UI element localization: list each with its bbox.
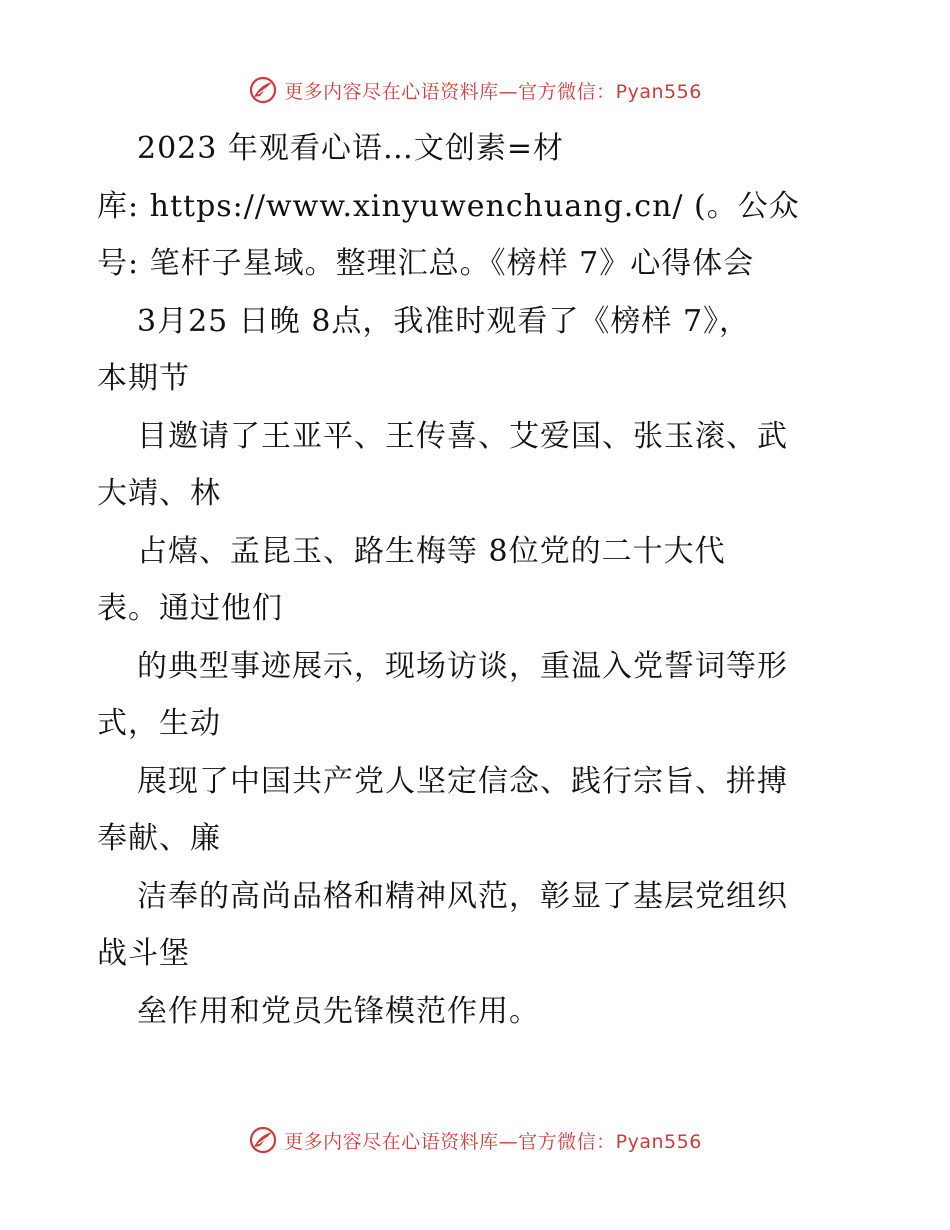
brush-pen-logo-icon xyxy=(248,75,278,105)
body-line: 展现了中国共产党人坚定信念、践行宗旨、拼搏 xyxy=(137,763,788,799)
brush-pen-logo-icon xyxy=(248,1125,278,1155)
body-line: 大靖、林 xyxy=(97,476,221,511)
footer-banner xyxy=(0,1120,950,1160)
body-line: 2023 年观看心语…文创素=材 xyxy=(137,131,565,166)
body-line: 3月25 日晚 8点，我准时观看了《榜样 7》， xyxy=(137,303,751,339)
document-body xyxy=(97,120,857,1040)
body-line: 本期节 xyxy=(97,361,190,396)
body-line: 式，生动 xyxy=(97,706,221,741)
body-line: 目邀请了王亚平、王传喜、艾爱国、张玉滚、武 xyxy=(137,418,788,454)
body-line: 表。通过他们 xyxy=(97,591,283,626)
header-banner xyxy=(0,70,950,110)
body-line: 洁奉的高尚品格和精神风范，彰显了基层党组织 xyxy=(137,878,788,914)
body-line: 的典型事迹展示，现场访谈，重温入党誓词等形 xyxy=(137,648,788,684)
body-line: 奉献、廉 xyxy=(97,821,221,856)
body-line: 库: https://www.xinyuwenchuang.cn/ (。公众 xyxy=(97,188,800,224)
header-banner-text: 更多内容尽在心语资料库—官方微信：Pyan556 xyxy=(284,80,702,103)
footer-banner-text: 更多内容尽在心语资料库—官方微信：Pyan556 xyxy=(284,1130,702,1153)
body-line: 占熺、孟昆玉、路生梅等 8位党的二十大代 xyxy=(137,533,726,569)
body-line: 垒作用和党员先锋模范作用。 xyxy=(137,993,540,1029)
body-line: 号: 笔杆子星域。整理汇总。《榜样 7》心得体会 xyxy=(97,246,755,281)
body-line: 战斗堡 xyxy=(97,936,190,971)
